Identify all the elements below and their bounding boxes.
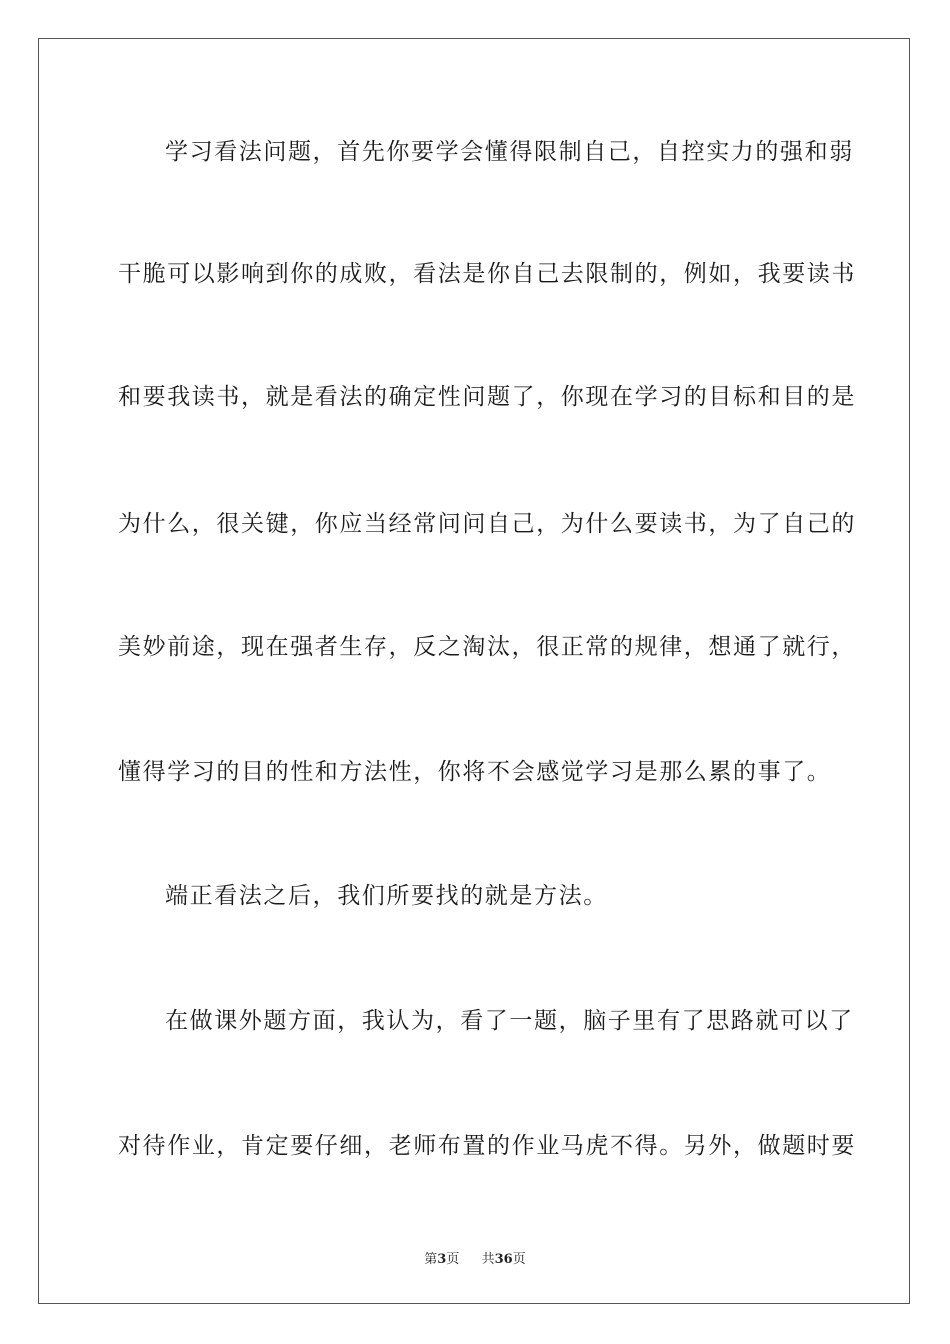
total-suffix: 页 <box>512 1252 526 1267</box>
paragraph-line-2: 干脆可以影响到你的成败，看法是你自己去限制的，例如，我要读书 <box>118 261 856 287</box>
page-prefix: 第 <box>424 1252 438 1267</box>
paragraph-line-8: 在做课外题方面，我认为，看了一题，脑子里有了思路就可以了 <box>165 1008 854 1034</box>
paragraph-line-9: 对待作业，肯定要仔细，老师布置的作业马虎不得。另外，做题时要 <box>118 1133 856 1159</box>
page-border <box>38 38 910 1304</box>
paragraph-line-7: 端正看法之后，我们所要找的就是方法。 <box>165 883 608 909</box>
page-footer <box>0 1248 950 1267</box>
paragraph-line-1: 学习看法问题，首先你要学会懂得限制自己，自控实力的强和弱 <box>165 139 854 165</box>
paragraph-line-3: 和要我读书，就是看法的确定性问题了，你现在学习的目标和目的是 <box>118 384 856 410</box>
paragraph-line-6: 懂得学习的目的性和方法性，你将不会感觉学习是那么累的事了。 <box>118 759 832 785</box>
total-prefix: 共 <box>481 1252 495 1267</box>
page-number: 3 <box>437 1252 447 1267</box>
paragraph-line-5: 美妙前途，现在强者生存，反之淘汰，很正常的规律，想通了就行， <box>118 634 856 660</box>
total-pages: 36 <box>494 1252 513 1267</box>
page-suffix: 页 <box>446 1252 460 1267</box>
paragraph-line-4: 为什么，很关键，你应当经常问问自己，为什么要读书，为了自己的 <box>118 511 856 537</box>
